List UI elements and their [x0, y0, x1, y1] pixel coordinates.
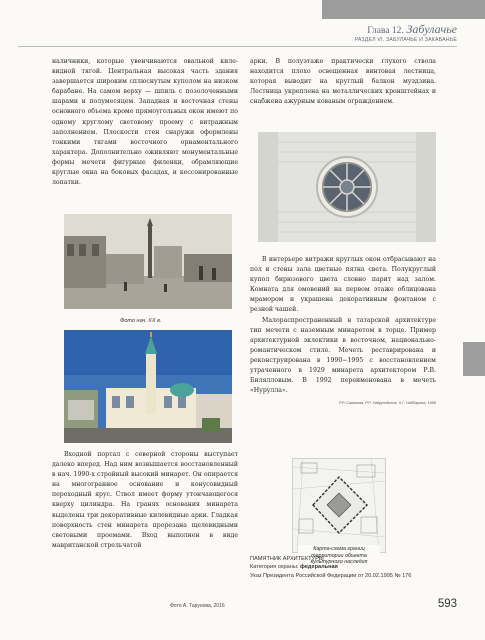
chapter-number: Глава 12.: [367, 26, 404, 36]
section-title: РАЗДЕЛ VI. ЗАБУЛАЧЬЕ И ЗАКАБАНЬЕ: [354, 37, 457, 43]
authors-credit: Р.Р. Салахова, Р.Р. Хайрутдинов, Х.Г. Наббарова, 1998: [339, 401, 436, 406]
decree-line: Указ Президента Российской Федерации от 20.02.1995 № 176: [250, 572, 412, 579]
historic-photo: [64, 214, 232, 309]
mosque-photo: [64, 330, 232, 443]
photo-credit: Фото А. Тарунова, 2016: [170, 603, 225, 609]
window-photo: [258, 132, 436, 242]
right-column-top: [250, 57, 436, 107]
body-paragraph: Малораспространенный в татарской архитектуре тип мечети с наземным минаретом в торце. Пример архитектурной эклектики в восточном, национально-романтическом стиле. Мечеть реставрирована и реконструирована в 1990−1995 с восстановлением утраченного в 1929 минарета архитектором Р.В. Билялловым. В 1992 переименована в мечеть «Нурулла».: [250, 316, 436, 395]
body-paragraph: арки. В полуэтаже практически глухого ствола находится плохо освещенная винтовая лестница, которая выводит на круглый балкон муэдзина. Лестница укреплена на металлических кронштейнах и снабжена ажурным кованым ограждением.: [250, 58, 436, 106]
chapter-title: Забулачье: [406, 22, 457, 36]
monument-info: [250, 555, 436, 580]
monument-title: ПАМЯТНИК АРХИТЕКТУРЫ: [250, 556, 324, 562]
body-paragraph: Входной портал с северной стороны выступает далеко вперед. Над ним возвышается восстановленный в нач. 1990-х стройный высокий минарет. Он опирается на многогранное основание и конусовидный переходный ярус. Ствол имеет форму утончающегося кверху цилиндра. На гранях основания минарета выделены три декоративные килевидные арки. Гладкая поверхность стен минарета прорезана щелевидными световыми проемами. Вход выполнен в виде мавританской стрельчатой: [52, 451, 238, 549]
page-number: 593: [437, 598, 457, 610]
chapter-heading: [367, 22, 457, 37]
category-value: федеральная: [300, 564, 338, 571]
side-tab: [463, 342, 485, 376]
category-label: Категория охраны:: [250, 564, 299, 571]
left-column-top: [52, 57, 238, 188]
map-caption: Карта-схема границ территории объекта культурного наследия: [298, 545, 380, 567]
protection-category: [250, 563, 436, 571]
body-paragraph: наличники, которые увенчиваются овальной килевидной тягой. Центральная высокая часть здания завершается широким сплюснутым куполом на низком барабане. На самом верху — шпиль с позолоченными шарами и полумесяцем. Западная и восточная стены основного объема кроме прямоугольных окон имеют по одному круглому световому проему с витражным заполнением. Плоскости стен снаружи оформлены тонкими тягами восточного орнаментального характера. Дополнительно оживляют монументальные формы мечети фигурные филенки, обрамляющие круглые окна на боковых фасадах, и кессонированные лопатки.: [52, 58, 238, 187]
right-column-middle: [250, 255, 436, 408]
left-column-bottom: [52, 450, 238, 551]
body-paragraph: В интерьере витражи круглых окон отбрасывают на пол и стены зала цветные пятна света. Полукруглый купол бирюзового цвета словно парит над залом. Комната для омовений на первом этаже облицована мрамором и украшена декоративным фонтаном с резной чашей.: [250, 256, 436, 314]
photo-caption: Фото нач. XX в.: [120, 318, 162, 324]
header-band: [322, 0, 485, 19]
territory-map: [292, 458, 386, 553]
header-rule: [18, 46, 457, 47]
